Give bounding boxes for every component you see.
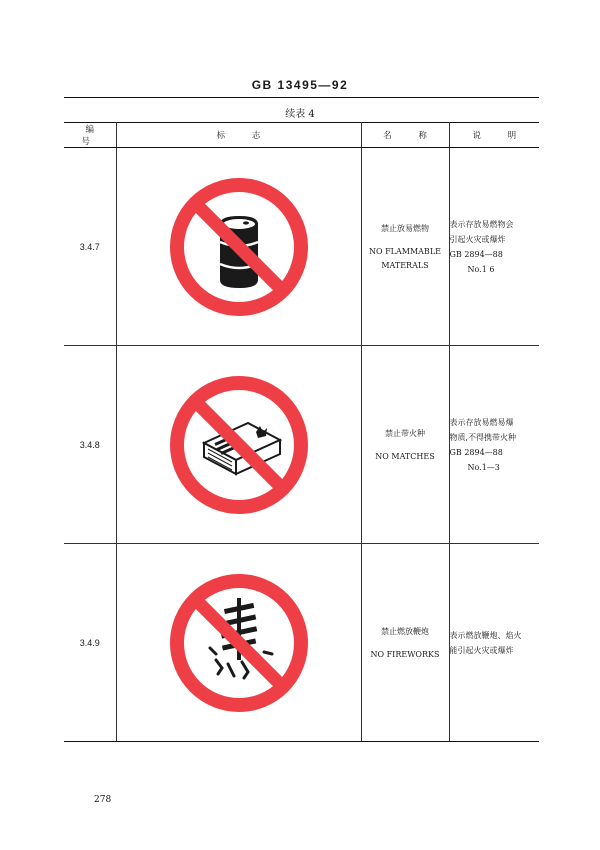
description-line: 引起火灾或爆炸 <box>449 234 506 244</box>
table-header-row <box>64 123 539 148</box>
sign-description <box>449 346 539 544</box>
sign-cell <box>116 148 361 346</box>
safety-sign-table <box>64 122 539 742</box>
standard-code-header: GB 13495—92 <box>251 78 349 92</box>
table-caption: 续表 4 <box>285 109 315 120</box>
sign-code: 3.4.7 <box>64 148 116 346</box>
table-row <box>64 544 539 742</box>
sign-name-en-line-2: MATERALS <box>381 260 429 270</box>
description-line: 表示存放易燃易爆 <box>449 417 514 427</box>
no-fireworks-icon <box>164 568 314 718</box>
page-number: 278 <box>94 795 112 805</box>
description-reference: GB 2894—88 <box>449 249 503 259</box>
description-line: 物质,不得携带火种 <box>449 432 517 442</box>
description-reference-number: No.1—3 <box>467 462 500 472</box>
sign-code: 3.4.9 <box>64 544 116 742</box>
column-header-name: 名 称 <box>361 123 449 148</box>
column-header-code: 编 号 <box>64 123 116 148</box>
no-flammable-materials-icon <box>164 172 314 322</box>
sign-cell <box>116 346 361 544</box>
sign-name-cn: 禁止放易燃物 <box>381 223 429 233</box>
header-rule <box>64 97 539 98</box>
description-line: 表示燃放鞭炮、焰火 <box>449 630 522 640</box>
sign-name-en-line-1: NO FLAMMABLE <box>369 246 441 256</box>
sign-name-en: NO FIREWORKS <box>370 649 440 659</box>
sign-name <box>361 544 449 742</box>
sign-cell <box>116 544 361 742</box>
description-line: 能引起火灾或爆炸 <box>449 645 514 655</box>
no-matches-icon <box>164 370 314 520</box>
sign-name-en <box>362 245 449 273</box>
description-reference-number: No.1 6 <box>467 264 495 274</box>
sign-description <box>449 544 539 742</box>
sign-name <box>361 346 449 544</box>
column-header-description: 说 明 <box>449 123 539 148</box>
sign-description <box>449 148 539 346</box>
table-row <box>64 148 539 346</box>
column-header-sign: 标 志 <box>116 123 361 148</box>
sign-name-en: NO MATCHES <box>375 451 435 461</box>
sign-code: 3.4.8 <box>64 346 116 544</box>
sign-name-cn: 禁止燃放鞭炮 <box>381 626 429 636</box>
description-line: 表示存放易燃物会 <box>449 219 514 229</box>
sign-name-cn: 禁止带火种 <box>385 428 425 438</box>
description-reference: GB 2894—88 <box>449 447 503 457</box>
sign-name <box>361 148 449 346</box>
table-row <box>64 346 539 544</box>
